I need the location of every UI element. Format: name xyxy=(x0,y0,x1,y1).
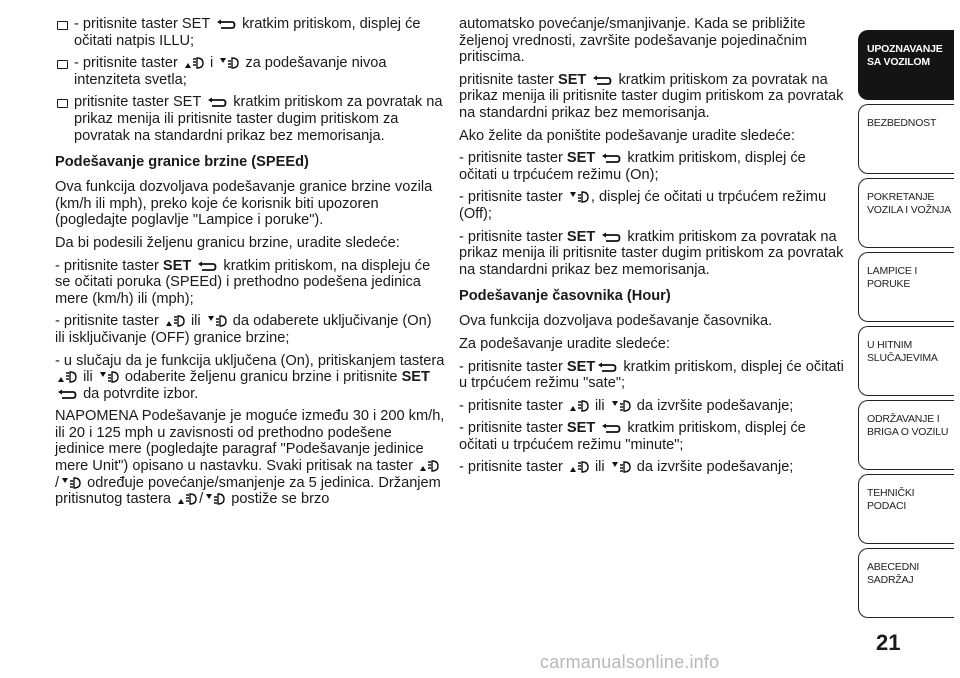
down-arrow-bulb-icon xyxy=(219,56,239,70)
paragraph: - pritisnite taster ili da izvršite podešavanje; xyxy=(459,397,794,414)
paragraph: - pritisnite taster SET kratkim pritiskom, displej će očitati u trpćućem režimu "sate"; xyxy=(459,358,844,392)
up-arrow-bulb-icon xyxy=(569,460,589,474)
paragraph: Za podešavanje uradite sledeće: xyxy=(459,335,670,352)
down-arrow-bulb-icon xyxy=(611,460,631,474)
down-arrow-bulb-icon xyxy=(61,476,81,490)
tab-bezbednost[interactable]: BEZBEDNOST xyxy=(858,104,954,174)
bullet-item: - pritisnite taster SET kratkim pritiskom, displej će očitati natpis ILLU; xyxy=(55,16,445,49)
up-arrow-bulb-icon xyxy=(177,492,197,506)
down-arrow-bulb-icon xyxy=(569,190,589,204)
return-arrow-icon xyxy=(601,232,621,244)
bullet-item: - pritisnite taster i za podešavanje nivoa intenziteta svetla; xyxy=(55,55,445,88)
return-arrow-icon xyxy=(601,423,621,435)
paragraph: pritisnite taster SET kratkim pritiskom za povratak na prikaz menija ili pritisnite taster dugim pritiskom za povratak na standardni prikaz bez memorisanja. xyxy=(459,71,844,121)
paragraph: - pritisnite taster SET kratkim pritiskom, na displeju će se očitati poruka (SPEEd) i prethodno podešena jedinica mere (km/h) ili (mph); xyxy=(55,257,431,307)
paragraph: Da bi podesili željenu granicu brzine, uradite sledeće: xyxy=(55,234,400,251)
paragraph: - pritisnite taster SET kratkim pritiskom, displej će očitati u trpćućem režimu "minute"; xyxy=(459,420,806,453)
paragraph: NAPOMENA Podešavanje je moguće između 30 i 200 km/h, ili 20 i 125 mph u zavisnosti od prethodno podešene jedinice mere (pogledajte paragraf "Podešavanje jedinice mere Unit") opisano u nastavku. Svaki pritisak na taster / određuje povećanje/smanjenje za 5 jedinica. Držanjem pritisnutog tastera / postiže se brzo xyxy=(55,408,445,508)
tab-upoznavanje[interactable]: UPOZNAVANJE SA VOZILOM xyxy=(858,30,954,100)
return-arrow-icon xyxy=(207,97,227,109)
watermark: carmanualsonline.info xyxy=(540,652,720,672)
return-arrow-icon xyxy=(601,153,621,165)
return-arrow-icon xyxy=(216,19,236,31)
paragraph: Ova funkcija dozvoljava podešavanje časovnika. xyxy=(459,313,773,330)
return-arrow-icon xyxy=(597,362,617,374)
up-arrow-bulb-icon xyxy=(57,370,77,384)
paragraph: - pritisnite taster ili da odaberete uključivanje (On) ili isključivanje (OFF) granice brzine; xyxy=(55,313,432,346)
section-heading: Podešavanje časovnika (Hour) xyxy=(459,288,671,305)
page-number: 21 xyxy=(876,630,901,655)
chapter-tabs xyxy=(858,0,960,678)
down-arrow-bulb-icon xyxy=(205,492,225,506)
tab-pokretanje[interactable]: POKRETANJE VOZILA I VOŽNJA xyxy=(858,178,954,248)
tab-lampice[interactable]: LAMPICE I PORUKE xyxy=(858,252,954,322)
paragraph: - pritisnite taster SET kratkim pritiskom za povratak na prikaz menija ili pritisnite taster dugim pritiskom za povratak na standardni prikaz bez memorisanja. xyxy=(459,228,844,278)
return-arrow-icon xyxy=(592,75,612,87)
paragraph: - pritisnite taster SET kratkim pritiskom, displej će očitati u trpćućem režimu (On); xyxy=(459,150,806,183)
paragraph: - pritisnite taster ili da izvršite podešavanje; xyxy=(459,459,794,476)
return-arrow-icon xyxy=(197,261,217,273)
return-arrow-icon xyxy=(57,389,77,401)
up-arrow-bulb-icon xyxy=(569,399,589,413)
paragraph: - pritisnite taster , displej će očitati u trpćućem režimu (Off); xyxy=(459,189,827,222)
left-column xyxy=(55,16,445,514)
tab-abecedni[interactable]: ABECEDNI SADRŽAJ xyxy=(858,548,954,618)
right-column xyxy=(459,16,844,482)
tab-tehnicki[interactable]: TEHNIČKI PODACI xyxy=(858,474,954,544)
up-arrow-bulb-icon xyxy=(165,314,185,328)
section-heading: Podešavanje granice brzine (SPEEd) xyxy=(55,154,309,171)
down-arrow-bulb-icon xyxy=(99,370,119,384)
tab-odrzavanje[interactable]: ODRŽAVANJE I BRIGA O VOZILU xyxy=(858,400,954,470)
up-arrow-bulb-icon xyxy=(184,56,204,70)
paragraph: Ako želite da poništite podešavanje uradite sledeće: xyxy=(459,127,795,144)
tab-hitni[interactable]: U HITNIM SLUČAJEVIMA xyxy=(858,326,954,396)
down-arrow-bulb-icon xyxy=(207,314,227,328)
bullet-item: pritisnite taster SET kratkim pritiskom za povratak na prikaz menija ili pritisnite taster dugim pritiskom za povratak na standardni prikaz bez memorisanja. xyxy=(55,94,445,144)
paragraph: automatsko povećanje/smanjivanje. Kada se približite željenoj vrednosti, završite podešavanje pojedinačnim pritiscima. xyxy=(459,16,808,66)
paragraph: - u slučaju da je funkcija uključena (On), pritiskanjem tastera ili odaberite željenu granicu brzine i pritisnite SET da potvrdite izbor. xyxy=(55,352,445,402)
down-arrow-bulb-icon xyxy=(611,399,631,413)
paragraph: Ova funkcija dozvoljava podešavanje granice brzine vozila (km/h ili mph), preko koje će korisnik biti upozoren (pogledajte poglavlje "Lampice i poruke"). xyxy=(55,179,433,229)
up-arrow-bulb-icon xyxy=(419,459,439,473)
